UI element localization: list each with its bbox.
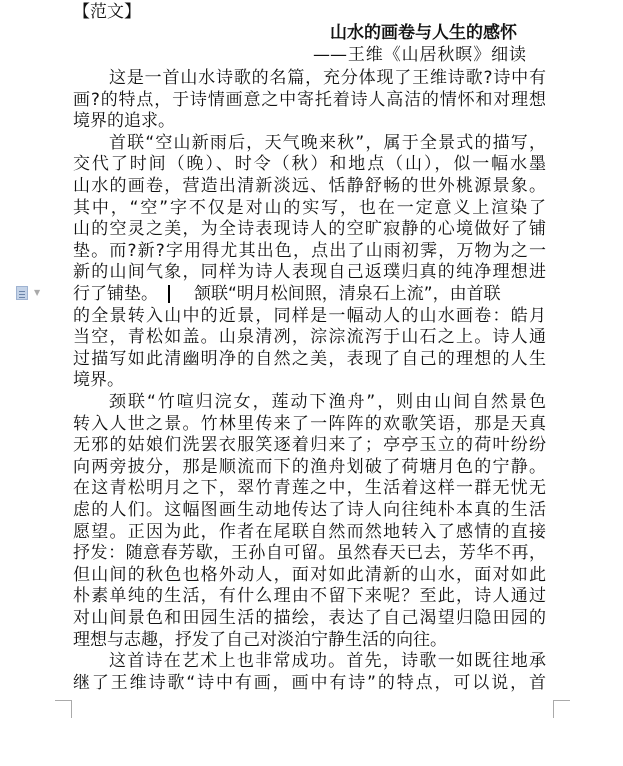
text-line-content: 这是一首山水诗歌的名篇，充分体现了王维诗歌?诗中有 <box>109 68 546 88</box>
text-line <box>73 478 546 499</box>
text-line <box>73 133 546 154</box>
text-line <box>73 500 546 521</box>
text-line <box>73 392 546 413</box>
text-line <box>73 219 546 240</box>
page-corner-mark-right <box>553 700 570 718</box>
text-line-content: 山水的画卷，营造出清新淡远、恬静舒畅的世外桃源景象。 <box>73 176 546 196</box>
text-line-content: 过描写如此清幽明净的自然之美，表现了自己的理想的人生 <box>73 348 546 369</box>
text-line <box>73 284 546 305</box>
text-line-content: 对山间景色和田园生活的描绘，表达了自己渴望归隐田园的 <box>73 608 546 628</box>
text-line-content: 境界的追求。 <box>73 111 175 132</box>
text-line <box>73 349 546 370</box>
text-line <box>73 414 546 435</box>
text-line-content: 无邪的姑娘们洗罢衣服笑逐着归来了；亭亭玉立的荷叶纷纷 <box>73 435 546 456</box>
text-line-content: 向两旁披分，那是顺流而下的渔舟划破了荷塘月色的宁静。 <box>73 456 546 477</box>
text-line <box>73 651 546 672</box>
text-line-content: 继了王维诗歌“诗中有画，画中有诗”的特点，可以说，首 <box>73 672 546 693</box>
text-line <box>73 435 546 456</box>
text-line <box>73 370 546 391</box>
text-line-content: 其中，“空”字不仅是对山的实写，也在一定意义上渲染了 <box>73 197 546 218</box>
text-line <box>73 306 546 327</box>
text-line-content: 交代了时间（晚）、时令（秋）和地点（山），似一幅水墨 <box>73 154 546 175</box>
text-line <box>73 457 546 478</box>
paste-options-icon[interactable] <box>16 286 28 300</box>
text-cursor <box>168 285 170 303</box>
text-line-content: 转入人世之景。竹林里传来了一阵阵的欢歌笑语，那是天真 <box>73 413 546 434</box>
page-corner-mark-left <box>55 700 72 718</box>
text-line-content: 在这青松明月之下，翠竹青莲之中，生活着这样一群无忧无 <box>73 478 546 499</box>
text-line-content: 颈联“竹喧归浣女，莲动下渔舟”，则由山间自然景色 <box>109 392 546 412</box>
text-line-content: 首联“空山新雨后，天气晚来秋”，属于全景式的描写， <box>109 132 546 153</box>
text-line <box>73 198 546 219</box>
text-line <box>73 608 546 629</box>
text-line <box>73 241 546 262</box>
dropdown-arrow-icon[interactable]: ▼ <box>34 288 41 297</box>
text-line <box>73 522 546 543</box>
text-line-content: 抒发：随意春芳歇，王孙自可留。虽然春天已去，芳华不再， <box>73 543 546 564</box>
essay-subtitle: ——王维《山居秋暝》细读 <box>313 45 526 65</box>
text-line-content: 但山间的秋色也格外动人，面对如此清新的山水，面对如此 <box>73 564 546 585</box>
text-line <box>73 673 546 694</box>
text-line <box>73 111 546 132</box>
text-line <box>73 176 546 197</box>
text-line <box>73 543 546 564</box>
text-line-content: 行了铺垫。 <box>73 284 158 304</box>
text-line-content: 画?的特点，于诗情画意之中寄托着诗人高洁的情怀和对理想 <box>73 89 546 110</box>
text-line-content: 的全景转入山中的近景，同样是一幅动人的山水画卷：皓月 <box>73 305 546 326</box>
text-line-content: 当空，青松如盖。山泉清冽，淙淙流泻于山石之上。诗人通 <box>73 327 546 348</box>
text-line <box>73 327 546 348</box>
text-line-content: 理想与志趣，抒发了自己对淡泊宁静生活的向往。 <box>73 629 447 650</box>
text-line-content: 境界。 <box>73 370 124 391</box>
text-line <box>73 586 546 607</box>
text-line-content: 垫。而?新?字用得尤其出色，点出了山雨初霁，万物为之一 <box>73 240 546 261</box>
text-line-content: 愿望。正因为此，作者在尾联自然而然地转入了感情的直接 <box>73 521 546 542</box>
text-line <box>73 630 546 651</box>
text-line-content: 山的空灵之美，为全诗表现诗人的空旷寂静的心境做好了铺 <box>73 219 546 240</box>
text-line <box>73 262 546 283</box>
text-line-content: 这首诗在艺术上也非常成功。首先，诗歌一如既往地承 <box>109 651 546 672</box>
section-label: 【范文】 <box>73 2 141 22</box>
essay-title: 山水的画卷与人生的感怀 <box>330 23 517 43</box>
text-line <box>73 154 546 175</box>
text-line-content: 朴素单纯的生活，有什么理由不留下来呢？至此，诗人通过 <box>73 586 546 607</box>
text-line-content: 新的山间气象，同样为诗人表现自己返璞归真的纯净理想进 <box>73 262 546 283</box>
text-line <box>73 565 546 586</box>
text-line-content: 颔联“明月松间照，清泉石上流”，由首联 <box>194 284 501 304</box>
text-line <box>73 68 546 89</box>
text-line-content: 虑的人们。这幅图画生动地传达了诗人向往纯朴本真的生活 <box>73 500 546 520</box>
text-line <box>73 90 546 111</box>
